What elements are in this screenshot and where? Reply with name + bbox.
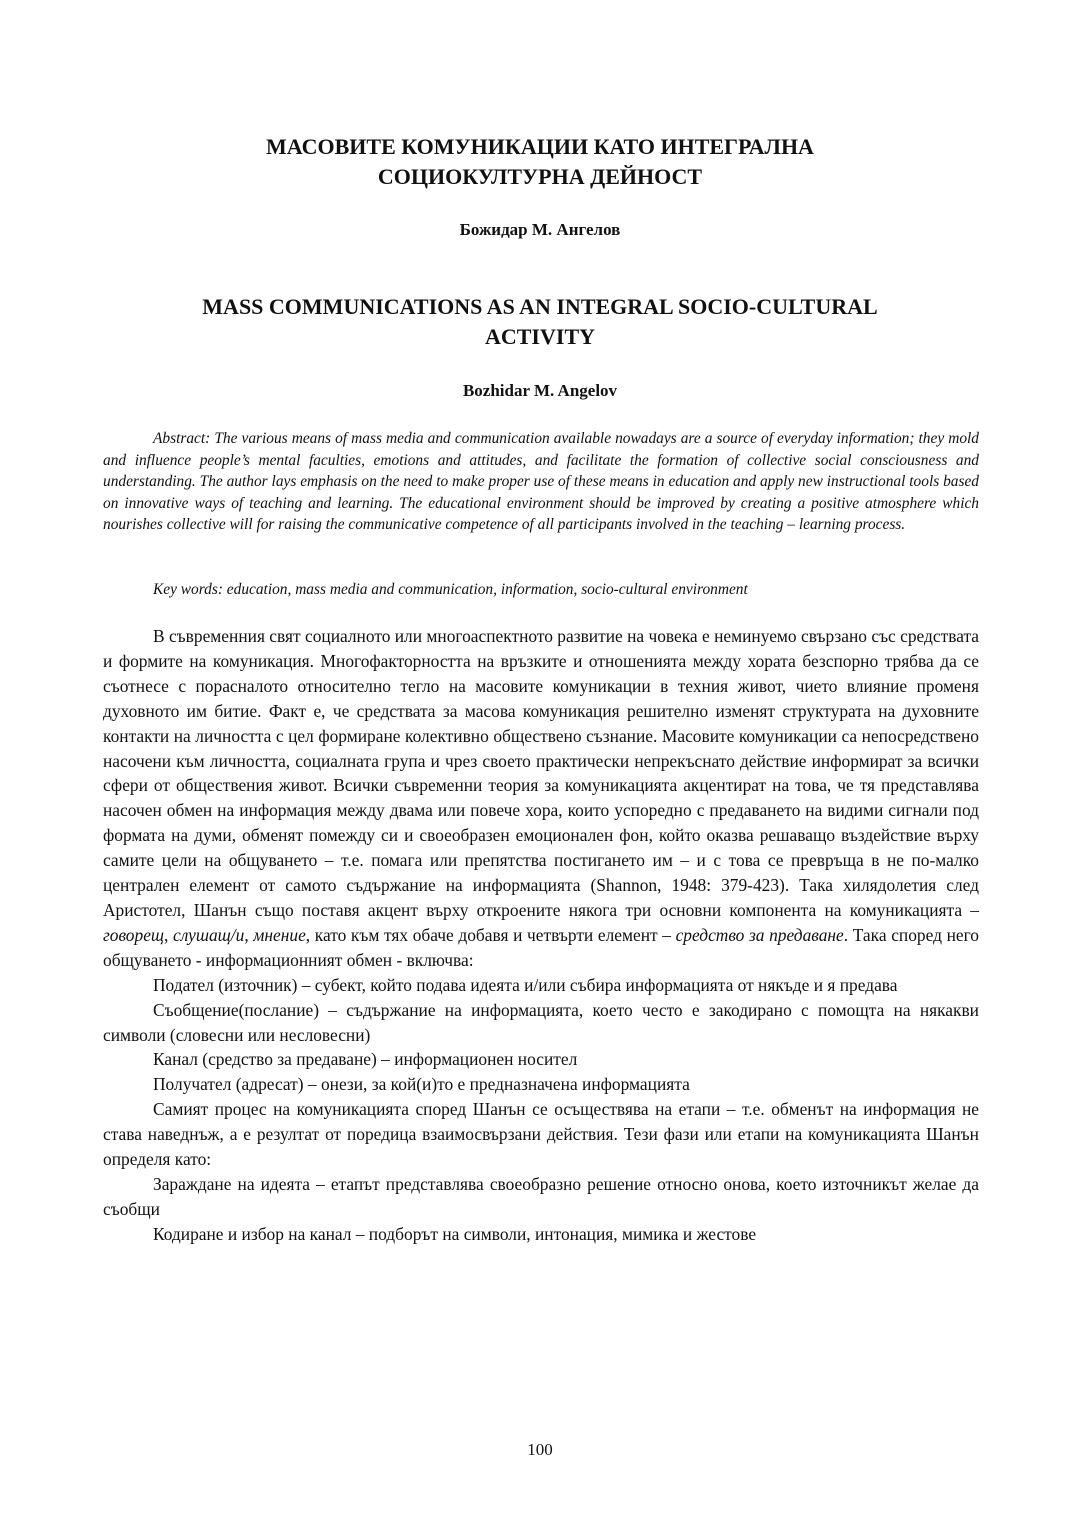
- term-separator-1: ,: [164, 924, 174, 945]
- paragraph-stages: Самият процес на комуникацията според Шанън се осъществява на етапи – т.е. обменът на информация не става наведнъж, а е резултат от поредица взаимосвързани действия. Тези фази или етапи на комуникацията Шанън определя като:: [103, 1099, 979, 1170]
- english-title: [100, 292, 980, 352]
- english-author: Bozhidar M. Angelov: [462, 381, 618, 400]
- term-separator-2: ,: [244, 924, 254, 945]
- paragraph-intro: [103, 624, 979, 973]
- paragraph-idea: Зараждане на идеята – етапът представлява своеобразно решение относно онова, което източникът желае да съобщи: [103, 1173, 979, 1219]
- bulgarian-title-line-2: СОЦИОКУЛТУРНА ДЕЙНОСТ: [377, 164, 703, 189]
- term-speaker: говорещ: [103, 924, 165, 945]
- term-transmission-means: средство за предаване: [675, 924, 844, 945]
- abstract: Abstract: The various means of mass media and communication available nowadays are a source of everyday information; they mold and influence people’s mental faculties, emotions and attitudes, and facilitate the formation of collective social consciousness and understanding. The author lays emphasis on the need to make proper use of these means in education and apply new instructional tools based on innovative ways of teaching and learning. The educational environment should be improved by creating a positive atmosphere which nourishes collective will for raising the communicative competence of all participants involved in the teaching – learning process.: [103, 430, 979, 533]
- paragraph-channel: Канал (средство за предаване) – информационен носител: [153, 1049, 578, 1070]
- term-opinion: мнение: [253, 924, 306, 945]
- paragraph-intro-text-c: . Така според него общуването - информационният обмен - включва:: [103, 924, 979, 970]
- paragraph-encoding: Кодиране и избор на канал – подборът на символи, интонация, мимика и жестове: [153, 1223, 757, 1244]
- bulgarian-title: [100, 132, 980, 192]
- term-listener: слушащ/и: [173, 924, 245, 945]
- english-title-line-2: ACTIVITY: [484, 324, 596, 349]
- paragraph-intro-text-a: В съвременния свят социалното или многоаспектното развитие на човека е неминуемо свързано със средствата и формите на комуникация. Многофакторността на връзките и отношенията между хората безспорно трябва да се съотнесе с порасналото относително тегло на масовите комуникации в техния живот, чието влияние променя духовното им битие. Факт е, че средствата за масова комуникация решително изменят структурата на духовните контакти на личността с цел формиране колективно обществено съзнание. Масовите комуникации са непосредствено насочени към личността, социалната група и чрез своето практически непрекъснато действие информират за всички сфери от обществения живот. Всички съвременни теория за комуникацията акцентират на това, че тя представлява насочен обмен на информация между двама или повече хора, които успоредно с предаването на видими сигнали под формата на думи, обменят помежду си и своеобразен емоционален фон, който оказва решаващо въздействие върху самите цели на общуването – т.е. помага или препятства постигането им – и с това се превръща в не по-малко централен елемент от самото съдържание на информацията (Shannon, 1948: 379-423). Така хилядолетия след Аристотел, Шанън също поставя акцент върху откроените някога три основни компонента на комуникацията –: [103, 626, 979, 920]
- keywords: Key words: education, mass media and communication, information, socio-cultural environment: [153, 581, 748, 598]
- bulgarian-title-line-1: МАСОВИТЕ КОМУНИКАЦИИ КАТО ИНТЕГРАЛНА: [266, 134, 814, 159]
- paragraph-sender: Подател (източник) – субект, който подава идеята и/или събира информацията от някъде и я предава: [153, 974, 898, 995]
- paragraph-intro-text-b: , като към тях обаче добавя и четвърти елемент –: [305, 924, 676, 945]
- bulgarian-author: Божидар М. Ангелов: [459, 220, 621, 239]
- paragraph-receiver: Получател (адресат) – онези, за кой(и)то е предназначена информацията: [153, 1074, 690, 1095]
- body-text: [103, 624, 979, 1247]
- english-title-line-1: MASS COMMUNICATIONS AS AN INTEGRAL SOCIO-CULTURAL: [202, 294, 878, 319]
- paragraph-message: Съобщение(послание) – съдържание на информацията, което често е закодирано с помощта на някакви символи (словесни или несловесни): [103, 999, 979, 1045]
- page-number: 100: [527, 1440, 553, 1459]
